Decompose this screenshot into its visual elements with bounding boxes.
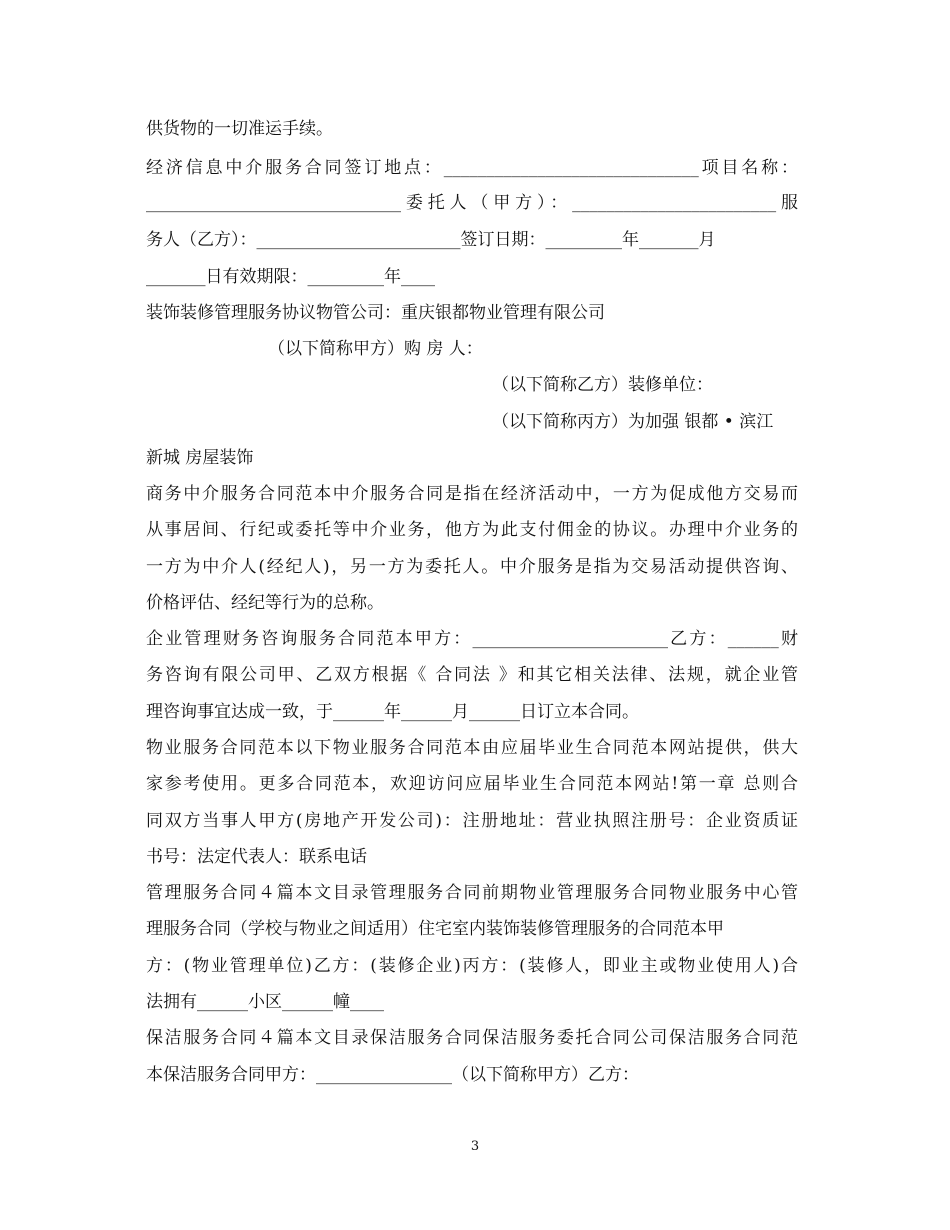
text-line: 物业服务合同范本以下物业服务合同范本由应届毕业生合同范本网站提供，供大 bbox=[146, 738, 798, 758]
text-line: 供货物的一切准运手续。 bbox=[146, 119, 333, 139]
text-line: 务人（乙方）：________________________签订日期：_________年_______月 bbox=[146, 230, 716, 250]
text-line: 理服务合同（学校与物业之间适用）住宅室内装饰装修管理服务的合同范本甲 bbox=[146, 919, 724, 939]
text-line: （以下简称丙方）为加强 银都 • 滨江 bbox=[492, 412, 774, 432]
text-line: 书号：法定代表人：联系电话 bbox=[146, 847, 367, 867]
text-line: 方：(物业管理单位)乙方：(装修企业)丙方：(装修人，即业主或物业使用人)合 bbox=[146, 956, 798, 976]
text-line: 保洁服务合同４篇本文目录保洁服务合同保洁服务委托合同公司保洁服务合同范 bbox=[146, 1028, 798, 1048]
page-number: 3 bbox=[470, 1139, 480, 1154]
text-line: 一方为中介人(经纪人)，另一方为委托人。中介服务是指为交易活动提供咨询、 bbox=[146, 557, 798, 577]
text-line: _______日有效期限：_________年____ bbox=[146, 267, 435, 287]
text-line: 家参考使用。更多合同范本，欢迎访问应届毕业生合同范本网站!第一章 总则合 bbox=[146, 774, 798, 794]
text-line: 管理服务合同４篇本文目录管理服务合同前期物业管理服务合同物业服务中心管 bbox=[146, 883, 798, 903]
text-line: 装饰装修管理服务协议物管公司：重庆银都物业管理有限公司 bbox=[146, 303, 605, 323]
text-line: （以下简称甲方）购 房 人： bbox=[268, 339, 483, 359]
text-line: 价格评估、经纪等行为的总称。 bbox=[146, 593, 384, 613]
text-line: 经济信息中介服务合同签订地点：______________________________项目名称： bbox=[146, 158, 798, 178]
text-line: 理咨询事宜达成一致，于______年______月______日订立本合同。 bbox=[146, 702, 639, 722]
text-line: 同双方当事人甲方(房地产开发公司)：注册地址：营业执照注册号：企业资质证 bbox=[146, 811, 798, 831]
text-line: 新城 房屋装饰 bbox=[146, 448, 254, 468]
text-line: 法拥有______小区______幢____ bbox=[146, 992, 384, 1012]
text-line: （以下简称乙方）装修单位： bbox=[492, 375, 713, 395]
text-line: 务咨询有限公司甲、乙双方根据《 合同法 》和其它相关法律、法规，就企业管 bbox=[146, 665, 798, 685]
text-line: ______________________________委托人（甲方）：________________________服 bbox=[146, 193, 798, 213]
text-line: 本保洁服务合同甲方：________________（以下简称甲方）乙方： bbox=[146, 1065, 639, 1085]
text-line: 从事居间、行纪或委托等中介业务，他方为此支付佣金的协议。办理中介业务的 bbox=[146, 520, 798, 540]
text-line: 商务中介服务合同范本中介服务合同是指在经济活动中，一方为促成他方交易而 bbox=[146, 484, 798, 504]
text-line: 企业管理财务咨询服务合同范本甲方：_______________________乙方：______财 bbox=[146, 629, 798, 649]
